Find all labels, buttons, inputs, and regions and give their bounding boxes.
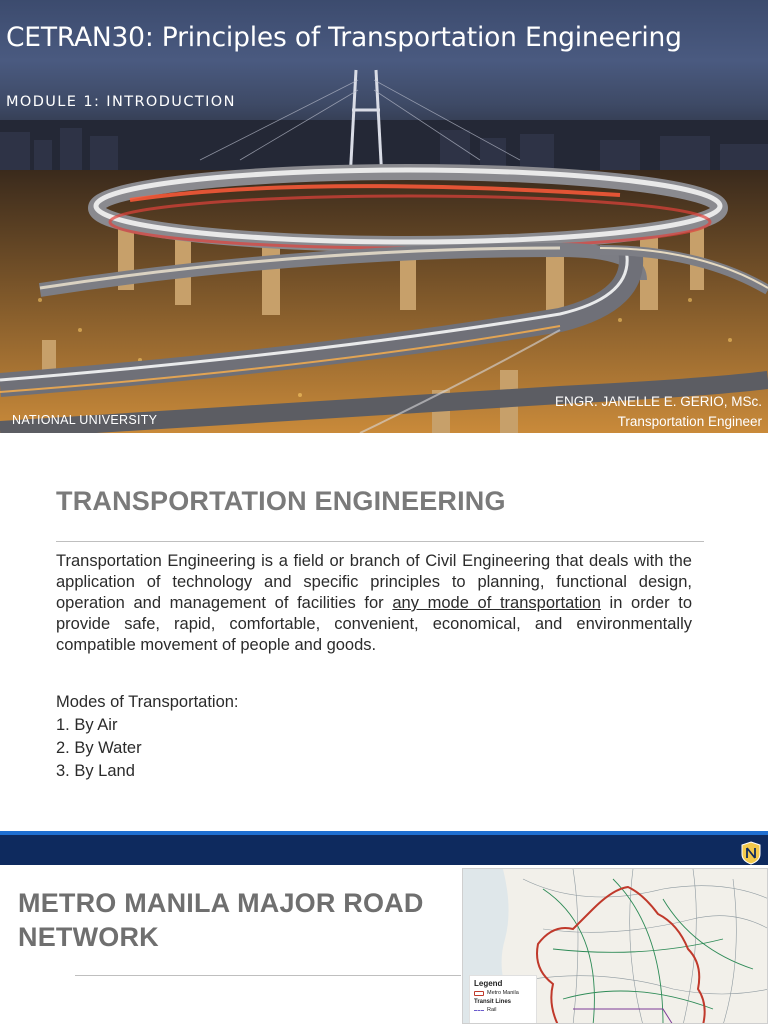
map-legend [469,975,537,1024]
paragraph-text-end: in order to provide safe, rapid, comfortable, convenient, economical, and environmentally compatible movement of people and goods. [56,594,692,654]
header-band [0,831,768,865]
legend-area-label: Metro Manila [487,990,519,996]
legend-rail-label: Rail [487,1007,497,1013]
slide-heading: TRANSPORTATION ENGINEERING [56,486,506,516]
university-seal-icon [740,841,762,865]
definition-slide [0,440,768,830]
boundary-swatch-icon [474,991,484,996]
module-title: MODULE 1: INTRODUCTION [6,94,236,110]
road-network-slide [0,831,768,1024]
mode-of-transportation-link[interactable]: any mode of transportation [392,594,601,612]
legend-title: Legend [474,979,503,988]
mode-item: 1. By Air [56,716,118,734]
author-role: Transportation Engineer [617,414,762,429]
heading-divider [56,541,704,542]
legend-item-rail [474,1007,532,1013]
road-network-map [462,868,768,1024]
author-block [555,392,762,432]
school-name: NATIONAL UNIVERSITY [12,413,158,427]
definition-paragraph [56,551,692,656]
course-title: CETRAN30: Principles of Transportation Engineering [6,22,682,53]
legend-item-area [474,990,532,996]
legend-transit-label: Transit Lines [474,999,512,1005]
slide-heading: METRO MANILA MAJOR ROAD NETWORK [18,888,424,952]
interchange-photo [0,0,768,433]
title-slide [0,0,768,433]
heading-divider [75,975,461,976]
rail-line-icon [474,1010,484,1011]
paragraph-text-start: Transportation Engineering is a field or branch of Civil Engineering that deals with the application of technology and specific principles to planning, functional design, operation and management of facilities for [56,552,692,612]
mode-item: 3. By Land [56,762,135,780]
modes-label: Modes of Transportation: [56,693,239,711]
mode-item: 2. By Water [56,739,142,757]
modes-list [56,691,239,783]
author-name: ENGR. JANELLE E. GERIO, MSc. [554,394,762,409]
